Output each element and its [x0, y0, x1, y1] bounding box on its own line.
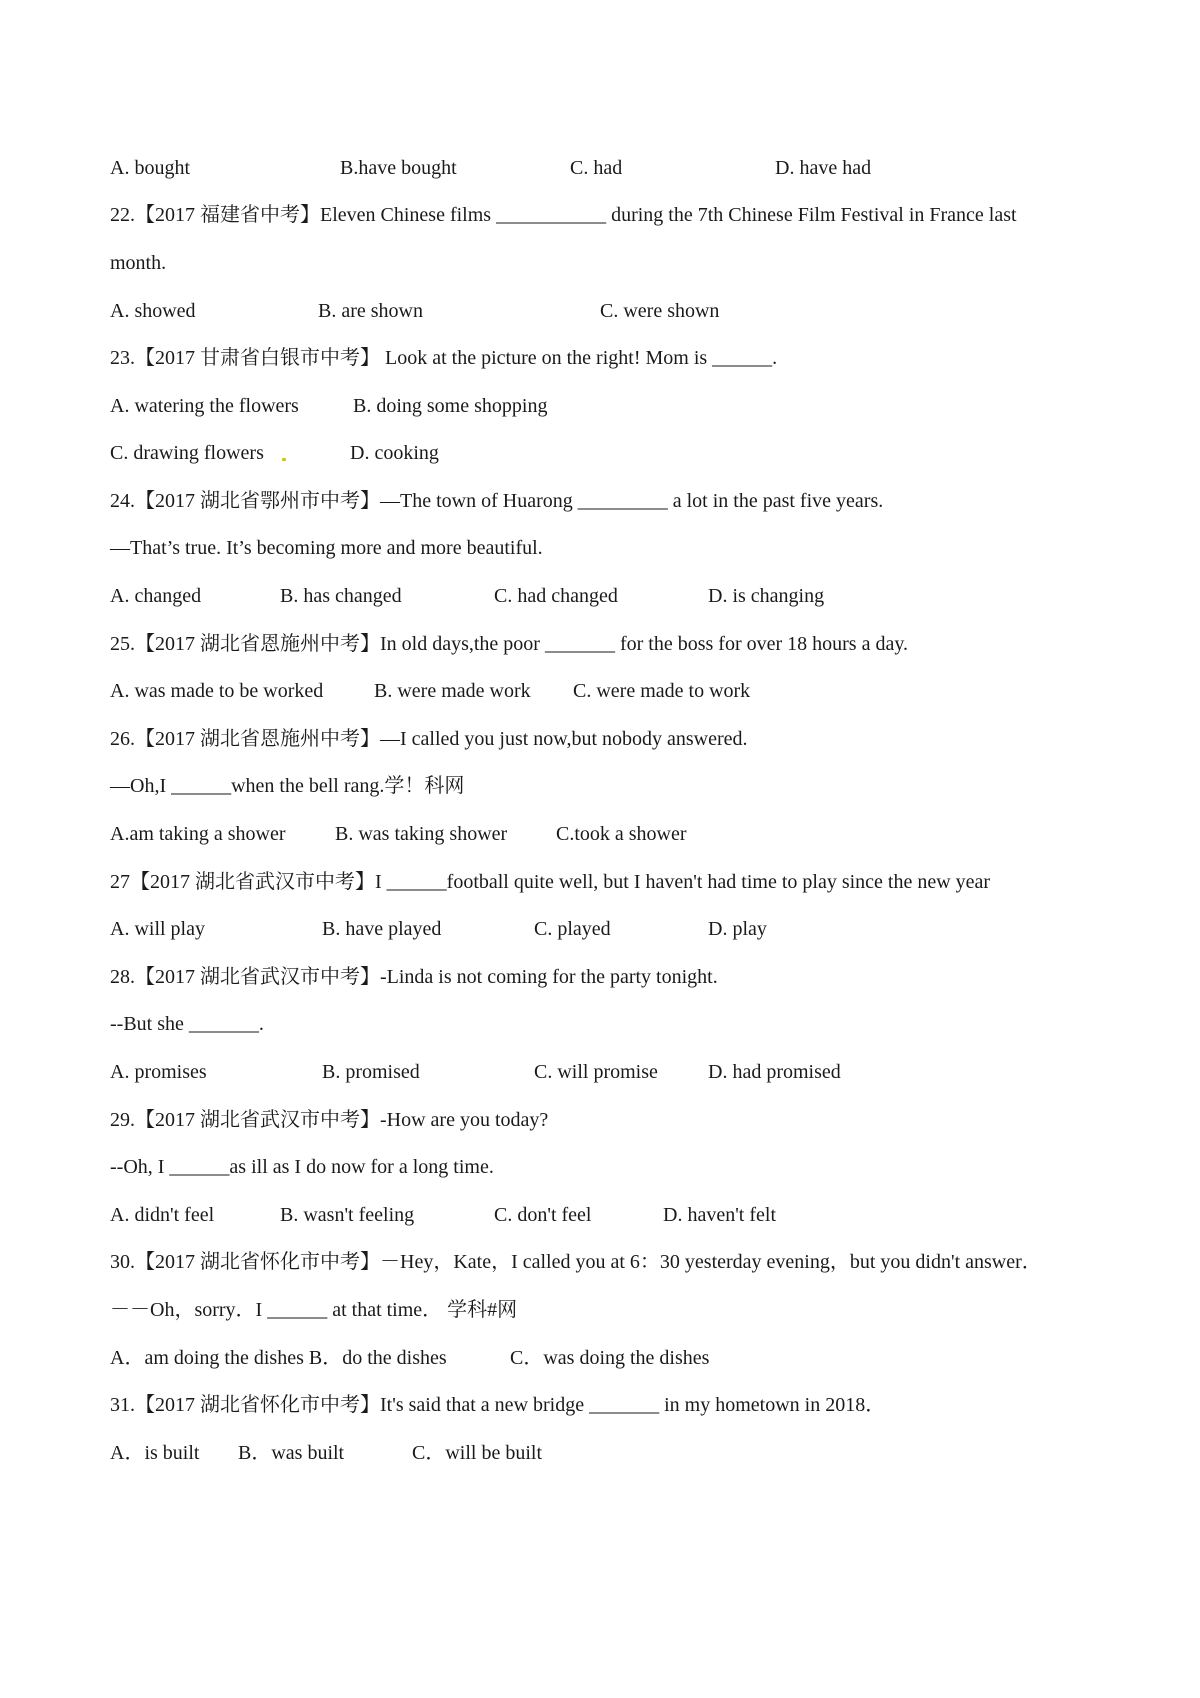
option-a: A. will play	[110, 918, 205, 940]
option-a: A．is built	[110, 1442, 200, 1464]
option-d: D. is changing	[708, 585, 825, 607]
option-b: B．was built	[238, 1442, 345, 1464]
option-b: B. are shown	[318, 300, 423, 322]
option-c: C. were shown	[600, 300, 720, 322]
option-b: B. promised	[322, 1061, 420, 1083]
option-d: D. play	[708, 918, 767, 940]
question-text: —Oh,I ______when the bell rang.学！科网	[110, 775, 465, 797]
option-c: C. had	[570, 157, 623, 179]
yellow-mark	[282, 458, 286, 461]
option-b: B.have bought	[340, 157, 457, 179]
question-text: 30.【2017 湖北省怀化市中考】－Hey，Kate，I called you at 6：30 yesterday evening，but you didn't answer．	[110, 1251, 1042, 1273]
option-b: B. doing some shopping	[353, 395, 548, 417]
question-text: 28.【2017 湖北省武汉市中考】-Linda is not coming for the party tonight.	[110, 966, 718, 988]
question-text: 27【2017 湖北省武汉市中考】I ______football quite well, but I haven't had time to play since the new year	[110, 871, 991, 893]
question-text: --Oh, I ______as ill as I do now for a long time.	[110, 1156, 494, 1178]
option-d: D. have had	[775, 157, 872, 179]
option-a: A. promises	[110, 1061, 207, 1083]
option-a: A. watering the flowers	[110, 395, 299, 417]
option-c: C．will be built	[412, 1442, 542, 1464]
option-a: A. didn't feel	[110, 1204, 215, 1226]
option-a: A.am taking a shower	[110, 823, 286, 845]
option-c: C. don't feel	[494, 1204, 592, 1226]
option-c: C. will promise	[534, 1061, 658, 1083]
question-text: 26.【2017 湖北省恩施州中考】—I called you just now,but nobody answered.	[110, 728, 748, 750]
question-text: －－Oh，sorry．I ______ at that time． 学科#网	[110, 1299, 518, 1321]
option-d: D. haven't felt	[663, 1204, 777, 1226]
option-c: C. played	[534, 918, 611, 940]
question-text: 22.【2017 福建省中考】Eleven Chinese films ___________ during the 7th Chinese Film Festival in France last	[110, 204, 1017, 226]
option-d: D. had promised	[708, 1061, 841, 1083]
option-b: B. has changed	[280, 585, 402, 607]
option-b: B. have played	[322, 918, 442, 940]
option-c: C. were made to work	[573, 680, 751, 702]
option-a: A. was made to be worked	[110, 680, 324, 702]
option-c: C.took a shower	[556, 823, 687, 845]
option-c: C．was doing the dishes	[510, 1347, 710, 1369]
question-text: --But she _______.	[110, 1013, 264, 1035]
option-b: B. were made work	[374, 680, 531, 702]
option-a: A. changed	[110, 585, 202, 607]
option-a: A. bought	[110, 157, 190, 179]
question-text: 23.【2017 甘肃省白银市中考】 Look at the picture on the right! Mom is ______.	[110, 347, 778, 369]
option-b: B. wasn't feeling	[280, 1204, 415, 1226]
question-text: —That’s true. It’s becoming more and more beautiful.	[110, 537, 543, 559]
question-text: 29.【2017 湖北省武汉市中考】-How are you today?	[110, 1109, 549, 1131]
question-text: 24.【2017 湖北省鄂州市中考】—The town of Huarong _________ a lot in the past five years.	[110, 490, 884, 512]
question-text: 31.【2017 湖北省怀化市中考】It's said that a new bridge _______ in my hometown in 2018．	[110, 1394, 886, 1416]
question-text: month.	[110, 252, 167, 274]
option-c: C. had changed	[494, 585, 618, 607]
option-c: C. drawing flowers	[110, 442, 264, 464]
option-a: A. showed	[110, 300, 196, 322]
option-b: B. was taking shower	[335, 823, 508, 845]
option-a-b: A．am doing the dishes B．do the dishes	[110, 1347, 447, 1369]
question-text: 25.【2017 湖北省恩施州中考】In old days,the poor _______ for the boss for over 18 hours a day.	[110, 633, 909, 655]
option-d: D. cooking	[350, 442, 439, 464]
